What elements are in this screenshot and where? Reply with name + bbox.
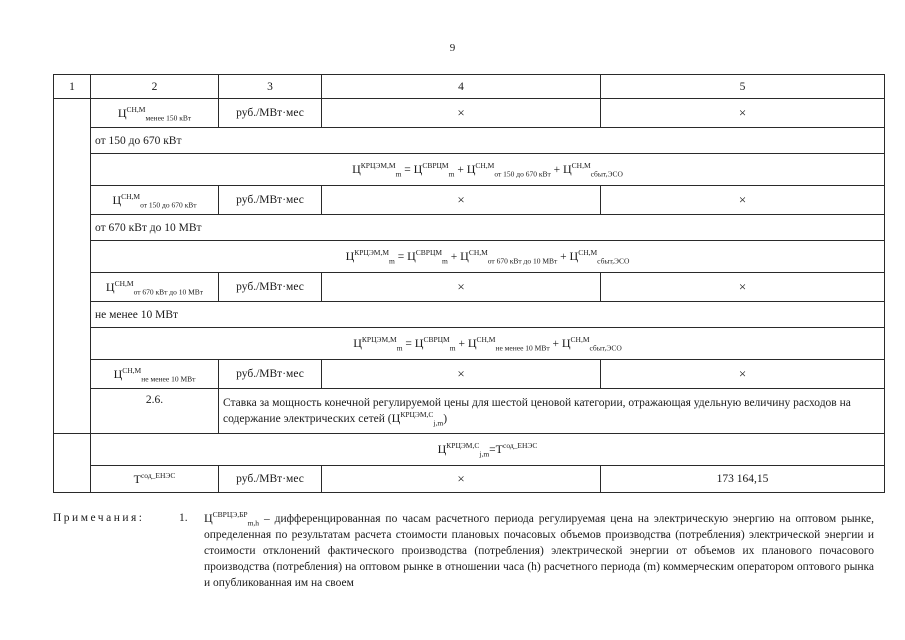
section-row <box>54 302 885 328</box>
formula-row <box>54 328 885 360</box>
table-row <box>54 466 885 493</box>
continuation-cell <box>54 99 91 434</box>
note-text: $Ц^{СВРЦЭ,БР}_{m,h}$ – дифференцированная по часам расчетного периода регулируемая цена на электрическую энергию на оптовом рынке, определенная по результатам расчета стоимости плановых почасовых объемов производства (потребления) электрической энергии и стоимости отклонений фактического производства (потребления) электрической энергии от объемов их планового почасового производства (потребления) на оптовом рынке в отношении часа (h) расчетного периода (m) коммерческим оператором оптового рынка и опубликованная им на своем <box>204 510 874 589</box>
cross-cell: × <box>601 360 885 389</box>
unit-cell: руб./МВт·мес <box>219 186 322 215</box>
rate-value: 173 164,15 <box>601 466 885 493</box>
cross-cell: × <box>601 186 885 215</box>
tariff-table <box>53 74 885 493</box>
rate-symbol: $Ц^{СН,М}_{от 150 до 670 кВт}$ <box>91 186 219 215</box>
formula-row <box>54 154 885 186</box>
page-number: 9 <box>449 42 456 54</box>
table-row <box>54 389 885 434</box>
formula-cell: $Ц^{КРЦЭМ,С}_{j,m}=T^{сод\_ЕНЭС}$ <box>91 434 885 466</box>
rate-symbol: $Ц^{СН,М}_{не менее 10 МВт}$ <box>91 360 219 389</box>
formula-cell: $Ц^{КРЦЭМ,М}_m = Ц^{СВРЦМ}_m + Ц^{СН,М}_{не менее 10 МВт} + Ц^{СН,М}_{сбыт,ЭСО}$ <box>91 328 885 360</box>
table-row <box>54 360 885 389</box>
header-cell-3: 3 <box>219 75 322 99</box>
note-number: 1. <box>179 512 188 524</box>
header-cell-4: 4 <box>322 75 601 99</box>
continuation-cell <box>54 434 91 493</box>
rate-symbol: $Ц^{СН,М}_{менее 150 кВт}$ <box>91 99 219 128</box>
item-description: Ставка за мощность конечной регулируемой цены для шестой ценовой категории, отражающая удельную величину расходов на содержание электрических сетей $(Ц^{КРЦЭМ,С}_{j,m})$ <box>219 389 885 434</box>
section-label: от 670 кВт до 10 МВт <box>91 215 885 241</box>
item-number: 2.6. <box>91 389 219 434</box>
table-row <box>54 186 885 215</box>
rate-symbol: $Ц^{СН,М}_{от 670 кВт до 10 МВт}$ <box>91 273 219 302</box>
section-label: не менее 10 МВт <box>91 302 885 328</box>
formula-row <box>54 241 885 273</box>
cross-cell: × <box>322 186 601 215</box>
unit-cell: руб./МВт·мес <box>219 466 322 493</box>
notes-label: Примечания: <box>53 512 145 524</box>
cross-cell: × <box>322 273 601 302</box>
table-row <box>54 273 885 302</box>
unit-cell: руб./МВт·мес <box>219 360 322 389</box>
unit-cell: руб./МВт·мес <box>219 99 322 128</box>
cross-cell: × <box>601 99 885 128</box>
formula-row <box>54 434 885 466</box>
table-row <box>54 99 885 128</box>
section-label: от 150 до 670 кВт <box>91 128 885 154</box>
unit-cell: руб./МВт·мес <box>219 273 322 302</box>
formula-cell: $Ц^{КРЦЭМ,М}_m = Ц^{СВРЦМ}_m + Ц^{СН,М}_{от 150 до 670 кВт} + Ц^{СН,М}_{сбыт,ЭСО}$ <box>91 154 885 186</box>
section-row <box>54 128 885 154</box>
cross-cell: × <box>601 273 885 302</box>
header-cell-1: 1 <box>54 75 91 99</box>
header-cell-5: 5 <box>601 75 885 99</box>
rate-symbol: $T^{сод\_ЕНЭС}$ <box>91 466 219 493</box>
section-row <box>54 215 885 241</box>
cross-cell: × <box>322 360 601 389</box>
header-cell-2: 2 <box>91 75 219 99</box>
cross-cell: × <box>322 466 601 493</box>
formula-cell: $Ц^{КРЦЭМ,М}_m = Ц^{СВРЦМ}_m + Ц^{СН,М}_{от 670 кВт до 10 МВт} + Ц^{СН,М}_{сбыт,ЭСО}$ <box>91 241 885 273</box>
cross-cell: × <box>322 99 601 128</box>
header-row <box>54 75 885 99</box>
